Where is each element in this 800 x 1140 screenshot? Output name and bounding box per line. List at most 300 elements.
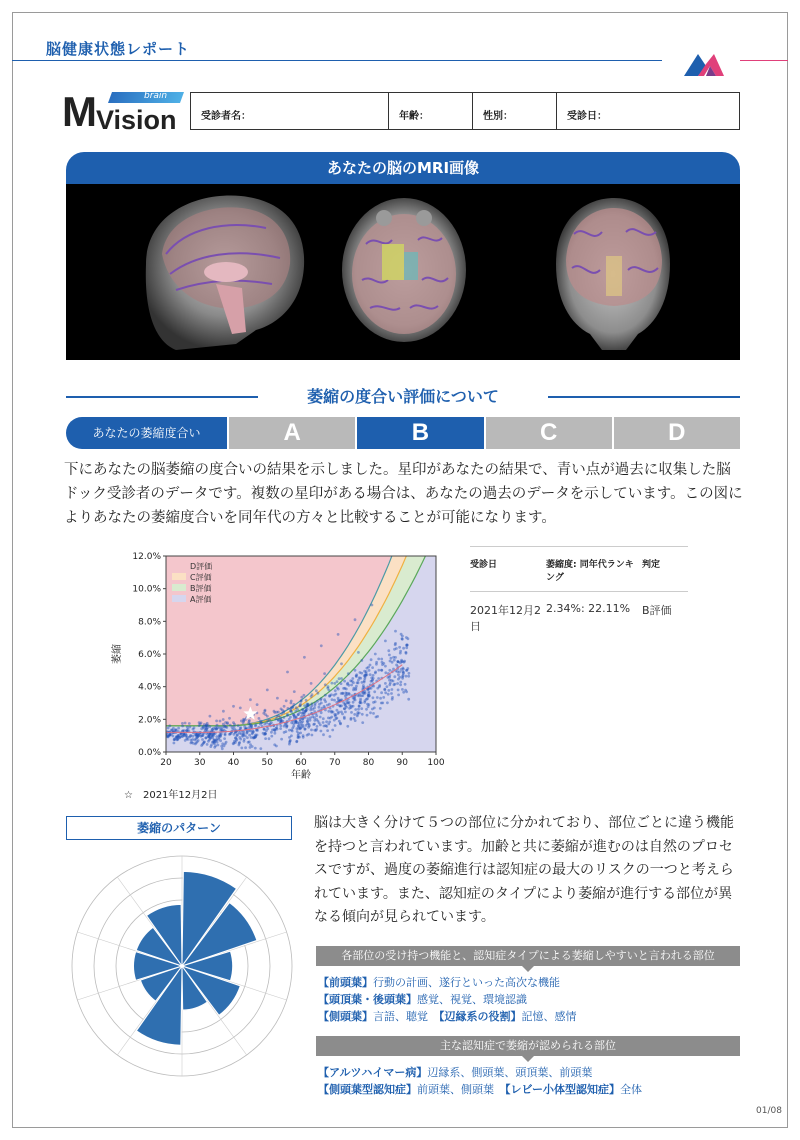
- data-point: [203, 727, 206, 730]
- data-point: [371, 604, 374, 607]
- data-point: [229, 724, 232, 727]
- data-point: [289, 716, 292, 719]
- data-point: [384, 665, 387, 668]
- data-point: [242, 721, 245, 724]
- data-point: [270, 731, 273, 734]
- data-point: [292, 705, 295, 708]
- page-number: 01/08: [756, 1106, 782, 1116]
- data-point: [295, 720, 298, 723]
- data-point: [223, 724, 226, 727]
- data-point: [373, 690, 376, 693]
- data-point: [388, 679, 391, 682]
- data-point: [363, 680, 366, 683]
- data-point: [284, 723, 287, 726]
- data-point: [392, 680, 395, 683]
- data-point: [249, 746, 252, 749]
- legend-label: A評価: [190, 595, 212, 604]
- y-tick-label: 4.0%: [138, 682, 161, 693]
- data-point: [330, 716, 333, 719]
- data-point: [327, 717, 330, 720]
- function-text: 言語、聴覚: [373, 1010, 439, 1023]
- data-point: [276, 715, 279, 718]
- data-point: [387, 693, 390, 696]
- cell-grade: B評価: [642, 604, 672, 617]
- data-point: [270, 735, 273, 738]
- dementia-text: 前頭葉、側頭葉: [417, 1083, 505, 1096]
- data-point: [309, 719, 312, 722]
- grade-a: A: [229, 417, 355, 449]
- dementia-line-alzheimer: [318, 1064, 592, 1081]
- data-point: [310, 729, 313, 732]
- data-point: [185, 737, 188, 740]
- data-point: [322, 717, 325, 720]
- data-point: [303, 704, 306, 707]
- data-point: [206, 743, 209, 746]
- function-text: 感覚、視覚、環境認識: [417, 993, 527, 1006]
- data-point: [254, 724, 257, 727]
- data-point: [353, 713, 356, 716]
- data-point: [304, 710, 307, 713]
- data-point: [359, 677, 362, 680]
- data-point: [260, 721, 263, 724]
- data-point: [266, 689, 269, 692]
- data-point: [277, 719, 280, 722]
- data-point: [294, 710, 297, 713]
- data-point: [402, 691, 405, 694]
- y-axis-label: 萎縮: [112, 644, 123, 664]
- data-point: [399, 650, 402, 653]
- data-point: [367, 692, 370, 695]
- data-point: [397, 689, 400, 692]
- data-point: [402, 667, 405, 670]
- data-point: [366, 714, 369, 717]
- data-point: [397, 694, 400, 697]
- data-point: [224, 734, 227, 737]
- data-point: [232, 728, 235, 731]
- data-point: [379, 707, 382, 710]
- data-point: [355, 687, 358, 690]
- mvision-logo: [62, 88, 182, 134]
- data-point: [366, 697, 369, 700]
- star-legend-date: 2021年12月2日: [142, 790, 218, 801]
- x-tick-label: 100: [427, 758, 445, 768]
- data-point: [324, 683, 327, 686]
- data-point: [394, 630, 397, 633]
- data-point: [193, 727, 196, 730]
- data-point: [192, 735, 195, 738]
- data-point: [369, 664, 372, 667]
- data-point: [395, 664, 398, 667]
- data-point: [325, 725, 328, 728]
- data-point: [384, 691, 387, 694]
- data-point: [313, 719, 316, 722]
- data-point: [223, 737, 226, 740]
- data-point: [203, 723, 206, 726]
- data-point: [380, 691, 383, 694]
- data-point: [387, 689, 390, 692]
- data-point: [387, 649, 390, 652]
- data-point: [351, 680, 354, 683]
- data-point: [372, 696, 375, 699]
- data-point: [347, 672, 350, 675]
- data-point: [395, 647, 398, 650]
- data-point: [369, 673, 372, 676]
- data-point: [303, 694, 306, 697]
- data-point: [331, 698, 334, 701]
- data-point: [344, 694, 347, 697]
- legend-swatch: [172, 562, 186, 569]
- data-point: [302, 736, 305, 739]
- data-point: [408, 672, 411, 675]
- data-point: [229, 732, 232, 735]
- data-point: [286, 671, 289, 674]
- data-point: [401, 637, 404, 640]
- data-point: [365, 708, 368, 711]
- data-point: [189, 735, 192, 738]
- data-point: [400, 633, 403, 636]
- x-tick-label: 60: [295, 758, 307, 768]
- data-point: [375, 716, 378, 719]
- data-point: [337, 633, 340, 636]
- result-table: [470, 546, 688, 644]
- data-point: [239, 707, 242, 710]
- data-point: [391, 696, 394, 699]
- data-point: [306, 708, 309, 711]
- data-point: [346, 692, 349, 695]
- legend-swatch: [172, 584, 186, 591]
- data-point: [334, 724, 337, 727]
- data-point: [340, 662, 343, 665]
- data-point: [168, 724, 171, 727]
- data-point: [362, 691, 365, 694]
- data-point: [405, 651, 408, 654]
- data-point: [252, 736, 255, 739]
- data-point: [407, 675, 410, 678]
- data-point: [386, 685, 389, 688]
- logo-m: M: [62, 88, 97, 135]
- section-rule-right: [548, 396, 740, 398]
- data-point: [364, 699, 367, 702]
- data-point: [210, 744, 213, 747]
- data-point: [209, 725, 212, 728]
- header-rule-accent: [740, 60, 788, 61]
- table-row: [470, 592, 688, 644]
- data-point: [235, 739, 238, 742]
- data-point: [324, 694, 327, 697]
- data-point: [316, 700, 319, 703]
- data-point: [307, 726, 310, 729]
- data-point: [369, 711, 372, 714]
- data-point: [234, 731, 237, 734]
- data-point: [221, 747, 224, 750]
- data-point: [238, 744, 241, 747]
- data-point: [206, 726, 209, 729]
- x-tick-label: 90: [396, 758, 408, 768]
- function-line-temporal: [318, 1008, 577, 1025]
- data-point: [222, 718, 225, 721]
- data-point: [258, 717, 261, 720]
- data-point: [324, 700, 327, 703]
- data-point: [319, 699, 322, 702]
- data-point: [249, 743, 252, 746]
- data-point: [331, 729, 334, 732]
- data-point: [265, 729, 268, 732]
- logo-vision: Vision: [96, 105, 177, 135]
- data-point: [332, 711, 335, 714]
- data-point: [370, 658, 373, 661]
- function-text: 行動の計画、遂行といった高次な機能: [373, 976, 560, 989]
- data-point: [329, 735, 332, 738]
- data-point: [289, 740, 292, 743]
- y-tick-label: 0.0%: [138, 748, 161, 758]
- col-grade: 判定: [642, 560, 661, 570]
- data-point: [276, 697, 279, 700]
- data-point: [306, 720, 309, 723]
- data-point: [376, 687, 379, 690]
- data-point: [404, 683, 407, 686]
- info-sex-label: 性別：: [473, 93, 557, 129]
- data-point: [354, 618, 357, 621]
- data-point: [280, 738, 283, 741]
- data-point: [348, 707, 351, 710]
- y-tick-label: 10.0%: [132, 584, 161, 595]
- data-point: [405, 636, 408, 639]
- data-point: [177, 727, 180, 730]
- data-point: [181, 725, 184, 728]
- data-point: [203, 741, 206, 744]
- data-point: [377, 669, 380, 672]
- function-key: 【頭頂葉・後頭葉】: [318, 993, 417, 1006]
- legend-label: B評価: [190, 584, 212, 593]
- header-rule: [12, 60, 662, 61]
- data-point: [318, 703, 321, 706]
- data-point: [342, 687, 345, 690]
- data-point: [337, 688, 340, 691]
- logo-brain-text: brain: [144, 91, 168, 101]
- data-point: [361, 721, 364, 724]
- data-point: [264, 737, 267, 740]
- data-point: [340, 704, 343, 707]
- data-point: [393, 675, 396, 678]
- data-point: [181, 722, 184, 725]
- data-point: [319, 724, 322, 727]
- data-point: [312, 708, 315, 711]
- data-point: [331, 682, 334, 685]
- data-point: [310, 682, 313, 685]
- info-date-label: 受診日：: [567, 111, 607, 122]
- data-point: [313, 729, 316, 732]
- data-point: [311, 693, 314, 696]
- data-point: [286, 714, 289, 717]
- data-point: [275, 745, 278, 748]
- data-point: [360, 659, 363, 662]
- data-point: [178, 734, 181, 737]
- data-point: [379, 697, 382, 700]
- data-point: [382, 696, 385, 699]
- data-point: [264, 732, 267, 735]
- legend-swatch: [172, 573, 186, 580]
- data-point: [392, 656, 395, 659]
- data-point: [328, 703, 331, 706]
- data-point: [290, 729, 293, 732]
- data-point: [219, 729, 222, 732]
- data-point: [407, 698, 410, 701]
- data-point: [297, 713, 300, 716]
- data-point: [399, 683, 402, 686]
- mri-sagittal: [146, 196, 304, 350]
- data-point: [357, 682, 360, 685]
- function-text: 記憶、感情: [521, 1010, 577, 1023]
- data-point: [188, 722, 191, 725]
- data-point: [322, 733, 325, 736]
- function-key: 【前頭葉】: [318, 976, 373, 989]
- data-point: [167, 727, 170, 730]
- data-point: [274, 729, 277, 732]
- data-point: [340, 692, 343, 695]
- data-point: [254, 747, 257, 750]
- data-point: [307, 733, 310, 736]
- data-point: [266, 719, 269, 722]
- data-point: [352, 696, 355, 699]
- data-point: [393, 683, 396, 686]
- data-point: [239, 726, 242, 729]
- data-point: [402, 672, 405, 675]
- data-point: [250, 725, 253, 728]
- data-point: [355, 674, 358, 677]
- dementia-key: 【レビー小体型認知症】: [505, 1083, 621, 1096]
- data-point: [173, 737, 176, 740]
- data-point: [333, 682, 336, 685]
- data-point: [289, 709, 292, 712]
- x-tick-label: 40: [227, 758, 240, 768]
- description-paragraph: 脳は大きく分けて５つの部位に分かれており、部位ごとに違う機能を持つと言われています。加齢と共に萎縮が進むのは自然のプロセスですが、過度の萎縮進行は認知症の最大のリスクの一つと考えられています。また、認知症のタイプにより萎縮が進行する部位が異なる傾向が見られています。: [314, 815, 734, 925]
- data-point: [283, 705, 286, 708]
- data-point: [297, 735, 300, 738]
- data-point: [405, 669, 408, 672]
- data-point: [243, 725, 246, 728]
- data-point: [398, 646, 401, 649]
- data-point: [325, 720, 328, 723]
- data-point: [399, 662, 402, 665]
- data-point: [405, 675, 408, 678]
- data-point: [212, 727, 215, 730]
- data-point: [301, 720, 304, 723]
- data-point: [222, 710, 225, 713]
- data-point: [316, 725, 319, 728]
- data-point: [380, 658, 383, 661]
- data-point: [368, 703, 371, 706]
- data-point: [314, 704, 317, 707]
- data-point: [359, 700, 362, 703]
- data-point: [357, 651, 360, 654]
- mri-axial: [342, 198, 466, 342]
- data-point: [252, 730, 255, 733]
- data-point: [340, 682, 343, 685]
- data-point: [274, 711, 277, 714]
- atrophy-pattern-polar-chart: [62, 846, 302, 1086]
- data-point: [292, 713, 295, 716]
- data-point: [311, 702, 314, 705]
- section-rule-left: [66, 396, 258, 398]
- data-point: [334, 715, 337, 718]
- data-point: [247, 741, 250, 744]
- data-point: [397, 678, 400, 681]
- data-point: [341, 713, 344, 716]
- data-point: [333, 694, 336, 697]
- data-point: [299, 704, 302, 707]
- legend-label: D評価: [190, 562, 213, 571]
- data-point: [394, 643, 397, 646]
- dementia-key: 【側頭葉型認知症】: [318, 1083, 417, 1096]
- data-point: [389, 660, 392, 663]
- data-point: [402, 647, 405, 650]
- data-point: [352, 705, 355, 708]
- data-point: [371, 708, 374, 711]
- data-point: [236, 733, 239, 736]
- function-line-frontal: [318, 974, 560, 991]
- data-point: [354, 669, 357, 672]
- data-point: [283, 716, 286, 719]
- data-point: [362, 686, 365, 689]
- data-point: [263, 723, 266, 726]
- data-point: [368, 669, 371, 672]
- data-point: [406, 644, 409, 647]
- mri-title: あなたの脳のMRI画像: [66, 152, 740, 184]
- legend-label: C評価: [190, 573, 212, 582]
- grade-c: C: [486, 417, 612, 449]
- data-point: [311, 734, 314, 737]
- data-point: [219, 720, 222, 723]
- data-point: [401, 688, 404, 691]
- data-point: [215, 720, 218, 723]
- data-point: [343, 680, 346, 683]
- pattern-title: 萎縮のパターン: [66, 816, 292, 840]
- data-point: [370, 676, 373, 679]
- data-point: [176, 736, 179, 739]
- x-tick-label: 50: [261, 758, 273, 768]
- y-tick-label: 6.0%: [138, 650, 161, 660]
- data-point: [344, 711, 347, 714]
- data-point: [169, 733, 172, 736]
- data-point: [388, 654, 391, 657]
- data-point: [320, 711, 323, 714]
- data-point: [234, 736, 237, 739]
- data-point: [371, 666, 374, 669]
- data-point: [363, 677, 366, 680]
- x-tick-label: 80: [362, 758, 375, 768]
- y-tick-label: 8.0%: [138, 617, 161, 628]
- data-point: [377, 677, 380, 680]
- data-point: [301, 708, 304, 711]
- data-point: [384, 640, 387, 643]
- data-point: [384, 671, 387, 674]
- data-point: [323, 672, 326, 675]
- data-point: [350, 717, 353, 720]
- data-point: [242, 731, 245, 734]
- data-point: [221, 726, 224, 729]
- data-point: [248, 726, 251, 729]
- data-point: [358, 712, 361, 715]
- data-point: [403, 661, 406, 664]
- dementia-key: 【アルツハイマー病】: [318, 1066, 428, 1079]
- grade-b: B: [357, 417, 483, 449]
- data-point: [334, 689, 337, 692]
- data-point: [185, 734, 188, 737]
- data-point: [351, 677, 354, 680]
- data-point: [345, 688, 348, 691]
- data-point: [290, 700, 293, 703]
- data-point: [328, 721, 331, 724]
